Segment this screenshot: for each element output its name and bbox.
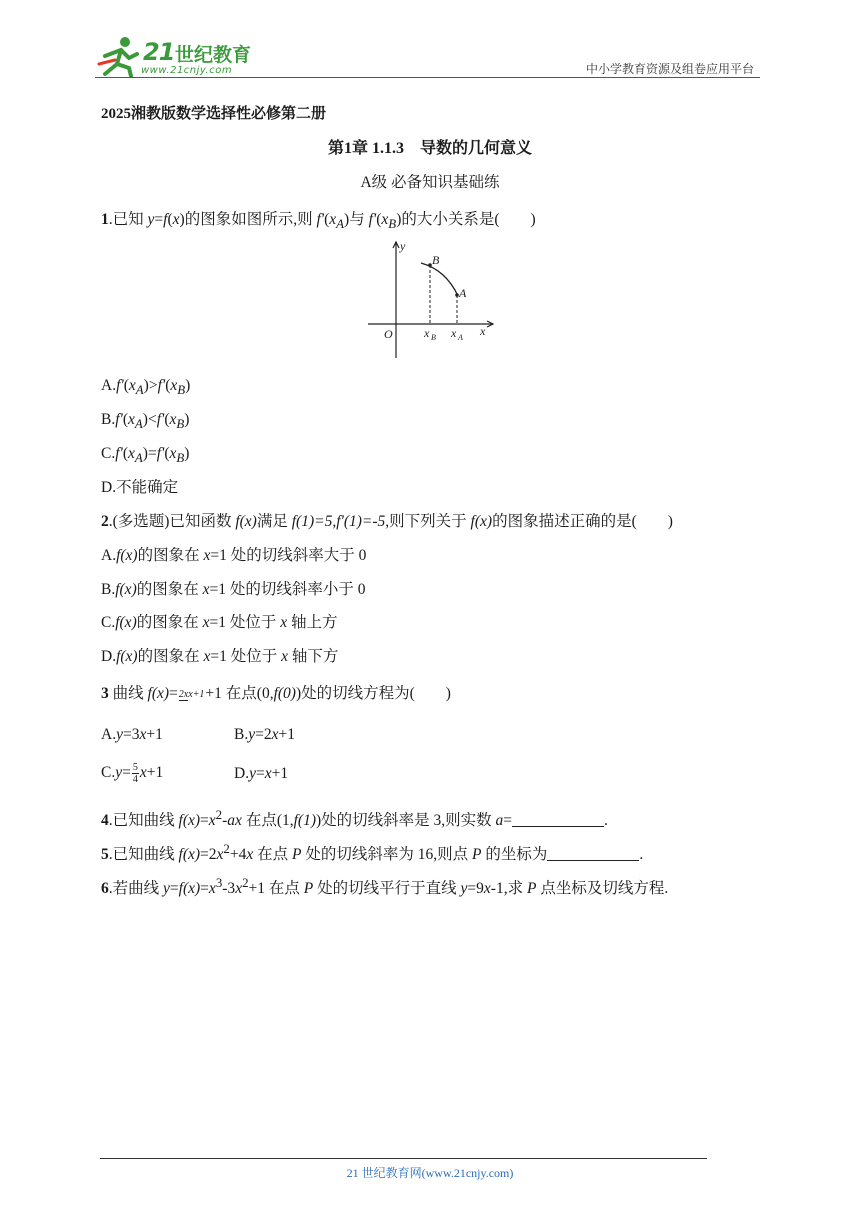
q1-option-b[interactable]: $B.f'(x_A)<f'(x_B)$	[101, 411, 190, 432]
logo-url: www.21cnjy.com	[141, 65, 233, 76]
q2-option-c[interactable]: C.f(x)的图象在 x=1 处位于 x 轴上方	[101, 614, 338, 631]
platform-name: 中小学教育资源及组卷应用平台	[585, 62, 754, 76]
q2-option-b[interactable]: B.f(x)的图象在 x=1 处的切线斜率小于 0	[101, 581, 366, 598]
q3-option-d[interactable]: D.y=x+1	[234, 765, 289, 782]
xa-tick-label: x	[451, 326, 457, 340]
footer-divider	[100, 1158, 707, 1159]
section-title: A级 必备知识基础练	[360, 174, 500, 191]
q3-fraction: 2xx+1	[178, 688, 205, 700]
question-1-stem: 1.已知 y=f(x)的图象如图所示,则 $f'(x_A)$与 $f'(x_B)$的大小关系是( )	[101, 211, 536, 232]
logo-text: 世纪教育	[175, 44, 252, 66]
question-3-stem: 3 曲线 f(x)=2xx+1+1 在点(0,f(0))处的切线方程为( )	[101, 685, 451, 702]
q1-option-c[interactable]: $C.f'(x_A)=f'(x_B)$	[101, 445, 190, 466]
header-divider	[95, 77, 760, 78]
footer-link[interactable]: 21 世纪教育网(www.21cnjy.com)	[346, 1166, 514, 1180]
q1-option-d[interactable]: D.不能确定	[101, 479, 179, 496]
q3-option-c-fraction: $\frac{5}{4}$	[132, 762, 138, 785]
point-b-label: B	[432, 253, 440, 267]
q1-option-a[interactable]: $A.f'(x_A)>f'(x_B)$	[101, 377, 191, 398]
q2-option-d[interactable]: D.f(x)的图象在 x=1 处位于 x 轴下方	[101, 648, 339, 665]
point-a-label: A	[459, 286, 467, 300]
q3-option-c[interactable]: C.y= $\frac{5}{4}$ x+1	[101, 762, 164, 785]
question-6: 6.若曲线 $y=f(x)=x^3-3x^2+1$ 在点 P 处的切线平行于直线 y=9x-1,求 P 点坐标及切线方程.	[101, 875, 669, 898]
page-header	[95, 34, 760, 80]
xb-tick-label: x	[424, 326, 430, 340]
xa-tick-subscript: A	[458, 333, 463, 342]
q5-answer-blank[interactable]	[547, 846, 639, 861]
xb-tick-subscript: B	[431, 333, 436, 342]
x-axis-label: x	[480, 324, 486, 338]
origin-label: O	[384, 327, 393, 341]
chapter-title: 第1章 1.1.3 导数的几何意义	[327, 140, 532, 157]
question-4: 4.已知曲线 $f(x)=x^2-ax$ 在点(1,f(1))处的切线斜率是 3,则实数 a= .	[101, 807, 608, 830]
question-5: 5.已知曲线 $f(x)=2x^2+4x$ 在点 P 处的切线斜率为 16,则点 P 的坐标为 .	[101, 841, 644, 864]
q2-option-a[interactable]: A.f(x)的图象在 x=1 处的切线斜率大于 0	[101, 547, 367, 564]
y-axis-label: y	[400, 239, 406, 253]
document-title: 2025湘教版数学选择性必修第二册	[101, 106, 327, 122]
logo-number: 21	[143, 38, 175, 66]
function-graph-figure	[368, 236, 498, 361]
q4-answer-blank[interactable]	[512, 812, 604, 827]
q3-option-a[interactable]: A.y=3x+1	[101, 726, 163, 743]
runner-logo-icon	[95, 34, 141, 78]
question-2-stem: 2.(多选题)已知函数 f(x)满足 f(1)=5,f'(1)=-5,则下列关于 f(x)的图象描述正确的是( )	[101, 513, 673, 530]
site-logo[interactable]	[95, 34, 265, 78]
q3-option-b[interactable]: B.y=2x+1	[234, 726, 295, 743]
